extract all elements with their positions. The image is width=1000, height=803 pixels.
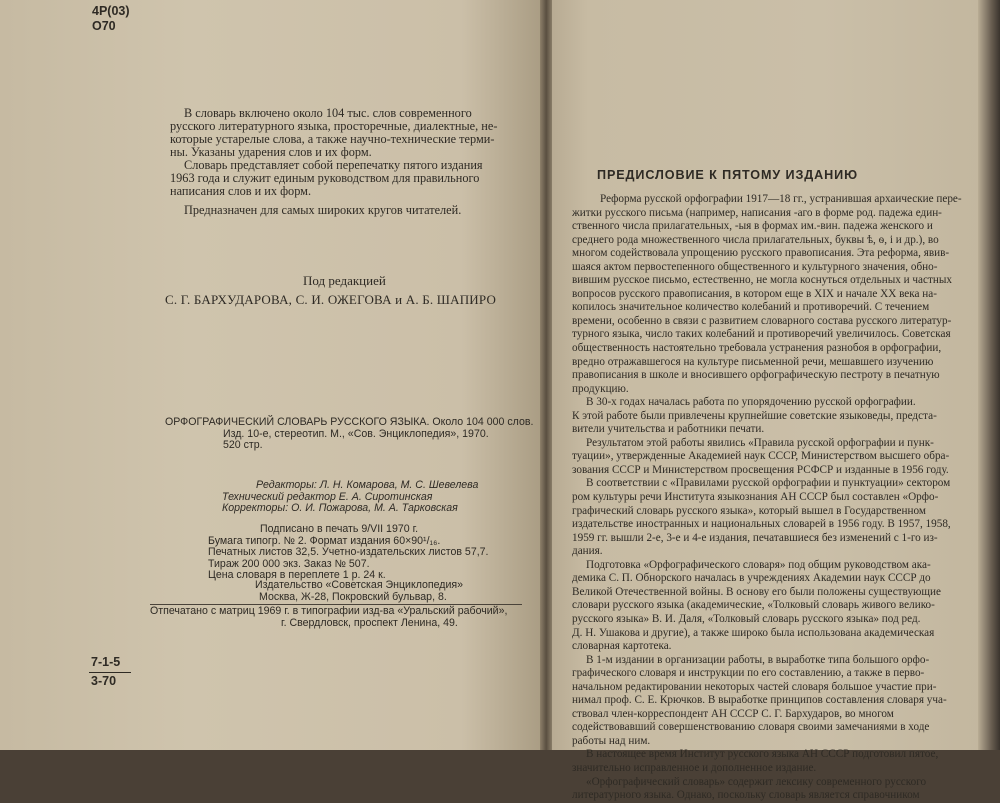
annotation-line: написания слов и их форм. <box>170 184 312 198</box>
text-line: житки русского письма (например, написания -аго в форме род. падежа един- <box>572 206 942 219</box>
annotation-line: ны. Указаны ударения слов и их форм. <box>170 145 372 159</box>
text-line: работы над ним. <box>572 734 651 747</box>
text-line: Д. Н. Ушакова и другие), а также широко была использована академическая <box>572 626 935 639</box>
text-line: 1959 гг. вышли 2-е, 3-е и 4-е издания, печатавшиеся без изменений с 1-го из- <box>572 531 938 544</box>
text-line: нимал проф. С. Е. Крючков. В выработке принципов составления словаря уча- <box>572 694 947 707</box>
annotation-line: которые устарелые слова, а также научно-технические терми- <box>170 132 495 146</box>
text-line: турного языка, число таких колебаний и противоречий увеличилось. Советская <box>572 328 951 341</box>
annotation-line: Предназначен для самых широких кругов читателей. <box>184 203 462 217</box>
bibliography-line: 520 стр. <box>223 439 263 452</box>
book-cover-edge <box>978 0 1000 750</box>
text-line: словарная картотека. <box>572 640 672 653</box>
text-line: вившим русское письмо, естественно, не могла коснуться отдельных и частных <box>572 274 952 287</box>
text-line: графического словаря и инструкции по его составлению, а также в перво- <box>572 667 925 680</box>
text-line: среднего рода множественного числа прилагательных, буквы ѣ, ѳ, і и др.), во <box>572 233 939 246</box>
text-line: «Орфографический словарь» содержит лексику современного русского <box>586 775 927 788</box>
annotation-line: Словарь представляет собой перепечатку пятого издания <box>184 158 483 172</box>
text-line: зования СССР и Министерством просвещения РСФСР и изданные в 1956 году. <box>572 463 949 476</box>
text-line: туации», утвержденные Академией наук СССР, Министерством высшего обра- <box>572 450 950 463</box>
paragraph <box>558 748 968 775</box>
text-line: издательстве иностранных и национальных словарей в 1956 году. В 1957, 1958, <box>572 518 951 531</box>
annotation-line: 1963 года и служит единым руководством для правильного <box>170 171 480 185</box>
text-line: продукцию. <box>572 382 629 395</box>
staff-line: Редакторы: Л. Н. Комарова, М. С. Шевелева <box>256 479 479 491</box>
bibliography-line: Изд. 10-е, стереотип. М., «Сов. Энциклопедия», 1970. <box>223 427 489 440</box>
text-line: дания. <box>572 545 603 558</box>
text-line: Великой Отечественной войны. В основу его были положены существующие <box>572 585 941 598</box>
text-line: В 1-м издании в организации работы, в выработке типа большого орфо- <box>586 653 930 666</box>
paragraph <box>558 396 968 437</box>
editors-heading: Под редакцией <box>303 273 386 288</box>
fraction-line <box>89 672 131 673</box>
staff-line: Корректоры: О. И. Пожарова, М. А. Тарковская <box>222 502 458 515</box>
paragraph <box>558 654 968 749</box>
paragraph <box>558 477 968 558</box>
preface-text <box>558 193 968 803</box>
annotation <box>170 107 497 217</box>
text-line: литературного языка. Однако, поскольку словарь является справочником <box>572 789 920 802</box>
text-line: К этой работе были привлечены крупнейшие советские языковеды, предста- <box>572 409 937 422</box>
editors-names: С. Г. БАРХУДАРОВА, С. И. ОЖЕГОВА и А. Б. ШАПИРО <box>165 292 497 307</box>
text-line: вопросов русского правописания, в котором еще в XIX и начале XX века на- <box>572 287 937 300</box>
publisher-line: Издательство «Советская Энциклопедия» <box>255 579 464 591</box>
bibliography-line: ОРФОГРАФИЧЕСКИЙ СЛОВАРЬ РУССКОГО ЯЗЫКА. Около 104 000 слов. <box>165 416 534 428</box>
paragraph <box>558 193 968 396</box>
text-line: демика С. П. Обнорского началась в учреждениях Академии наук СССР до <box>572 572 931 585</box>
paragraph <box>558 559 968 654</box>
annotation-line: русского литературного языка, просторечные, диалектные, не- <box>170 119 498 133</box>
text-line: В соответствии с «Правилами русской орфографии и пунктуации» сектором <box>586 477 951 490</box>
text-line: словари русского языка (академические, «Толковый словарь живого велико- <box>572 599 935 612</box>
text-line: времени, особенно в связи с развитием словарного состава русского литератур- <box>572 314 952 327</box>
print-info-line: Подписано в печать 9/VII 1970 г. <box>260 523 419 535</box>
printed-by-line: г. Свердловск, проспект Ленина, 49. <box>281 616 458 629</box>
text-line: вредно отражавшегося на культуре письменной речи, мешавшего изучению <box>572 355 934 368</box>
text-line: содействовавший совершенствованию словаря своими замечаниями в ходе <box>572 721 930 734</box>
print-info <box>208 524 489 582</box>
author-mark: О70 <box>92 19 116 33</box>
text-line: шаяся актом первостепенного общественного и культурного значения, обно- <box>572 260 938 273</box>
index-code: 7-1-5 <box>91 655 121 669</box>
print-info-line: Тираж 200 000 экз. Заказ № 507. <box>208 557 370 570</box>
text-line: ственного числа прилагательных, -ыя в формах им.-вин. падежа женского и <box>572 220 933 233</box>
text-line: графический словарь русского языка», который вышел в Государственном <box>572 504 926 517</box>
text-line: копилось значительное количество колебаний и противоречий. С течением <box>572 301 930 314</box>
text-line: Реформа русской орфографии 1917—18 гг., устранившая архаические пере- <box>600 193 962 205</box>
text-line: значительно исправленное и дополненное издание. <box>572 761 817 774</box>
printed-by <box>150 606 507 629</box>
text-line: Результатом этой работы явились «Правила русской орфографии и пунк- <box>586 436 934 449</box>
printed-by-line: Отпечатано с матриц 1969 г. в типографии изд-ва «Уральский рабочий», <box>150 605 508 617</box>
print-info-line: Печатных листов 32,5. Учетно-издательских листов 57,7. <box>208 546 489 559</box>
text-line: общественность настоятельно требовала устранения разнобоя в орфографии, <box>572 342 942 355</box>
text-line: Подготовка «Орфографического словаря» под общим руководством ака- <box>586 558 931 571</box>
bibliographic-description <box>165 417 533 452</box>
print-info-line: Бумага типогр. № 2. Формат издания 60×90¹/₁₆. <box>208 534 441 547</box>
print-info-line: Цена словаря в переплете 1 р. 24 к. <box>208 569 386 582</box>
text-line: ствовал член-корреспондент АН СССР С. Г. Бархударов, во многом <box>572 707 894 720</box>
text-line: ром культуры речи Института языкознания АН СССР был составлен «Орфо- <box>572 491 939 504</box>
text-line: В 30-х годах началась работа по упорядочению русской орфографии. <box>586 396 916 409</box>
paragraph <box>558 776 968 803</box>
text-line: правописания в школе и вносившего орфографическую пестроту в печатную <box>572 369 940 382</box>
publisher <box>255 580 463 603</box>
text-line: русского языка» В. И. Даля, «Толковый словарь русского языка» под ред. <box>572 612 921 625</box>
staff-line: Технический редактор Е. А. Сиротинская <box>222 490 433 503</box>
annotation-line: В словарь включено около 104 тыс. слов современного <box>184 106 472 120</box>
index-code-year: 3-70 <box>91 674 117 688</box>
right-page <box>552 0 1000 802</box>
staff-credits <box>222 480 478 515</box>
text-line: начальном редактировании некоторых частей словаря большое участие при- <box>572 680 937 693</box>
paragraph <box>558 437 968 478</box>
text-line: многом содействовала упрощению русского правописания. Эта реформа, явив- <box>572 247 950 260</box>
publisher-line: Москва, Ж-28, Покровский бульвар, 8. <box>259 590 447 603</box>
text-line: В настоящее время Институт русского языка АН СССР подготовил пятое, <box>586 748 939 761</box>
text-line: вители учительства и работники печати. <box>572 423 765 436</box>
preface-heading: ПРЕДИСЛОВИЕ К ПЯТОМУ ИЗДАНИЮ <box>597 168 858 182</box>
classification-code: 4Р(03) <box>92 4 130 18</box>
